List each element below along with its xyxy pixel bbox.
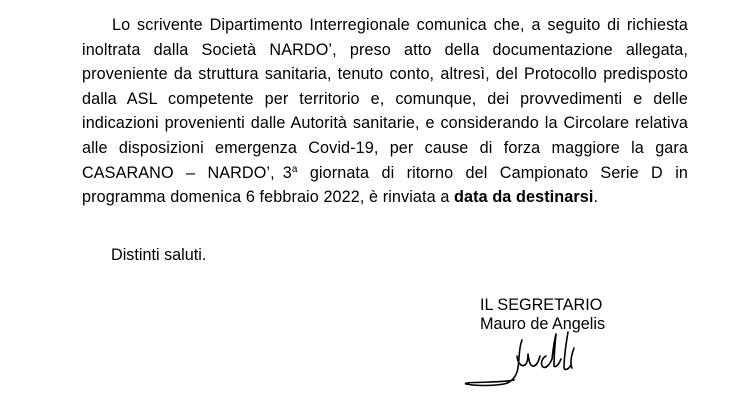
postponement-phrase: data da destinarsi xyxy=(454,188,594,207)
letter-body xyxy=(82,13,688,210)
closing-greeting: Distinti saluti. xyxy=(111,246,207,264)
signatory-name: Mauro de Angelis xyxy=(480,315,606,333)
paragraph-middle-text: giornata di ritorno del Campionato Serie D in programma domenica 6 febbraio 2022, è rinviata a xyxy=(82,163,688,207)
main-paragraph xyxy=(82,13,688,210)
paragraph-end-text: . xyxy=(593,188,599,207)
ordinal-suffix: a xyxy=(291,163,298,175)
ordinal-number: 3 xyxy=(282,163,292,182)
handwritten-signature xyxy=(462,326,612,396)
signatory-title: IL SEGRETARIO xyxy=(480,296,603,314)
paragraph-start-text: Lo scrivente Dipartimento Interregionale comunica che, a seguito di richiesta inoltrata dalla Società NARDO’, preso atto della documentazione allegata, proveniente da struttura sanitaria, tenuto conto, altresì, del Protocollo predisposto dalla ASL competente per territorio e, comunque, dei provvedimenti e delle indicazioni provenienti dalle Autorità sanitarie, e considerando la Circolare relativa alle disposizioni emergenza Covid-19, per cause di forza maggiore la gara CASARANO – NARDO’, xyxy=(82,16,688,182)
